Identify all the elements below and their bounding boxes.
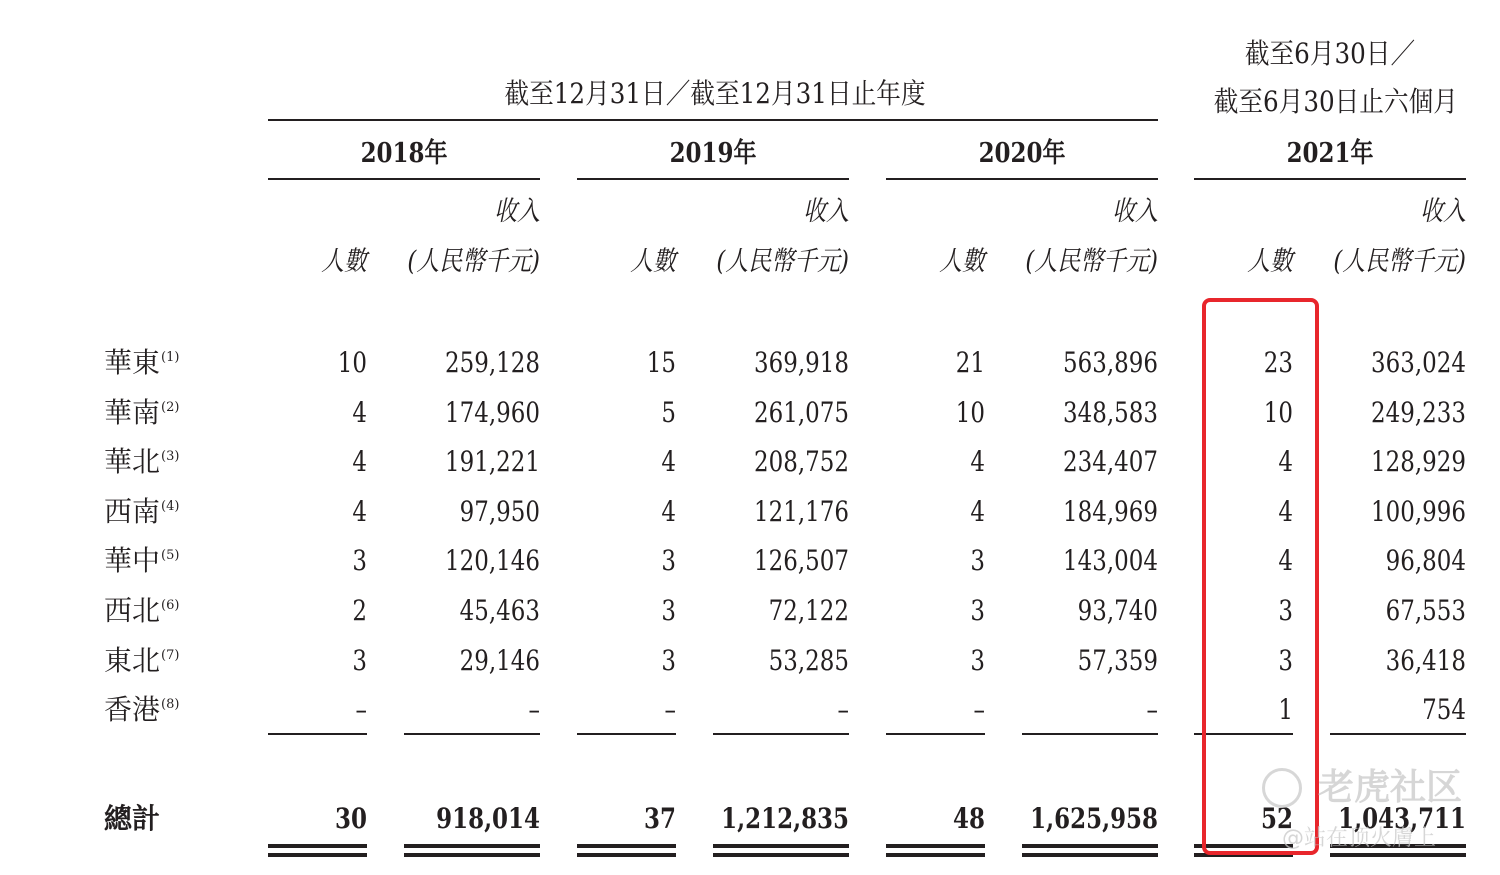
table-cell: 363,024 <box>1371 346 1466 379</box>
period-header-interim-line2: 截至6月30日止六個月 <box>1213 85 1458 118</box>
table-cell: – <box>664 693 676 726</box>
table-cell: 36,418 <box>1385 644 1466 677</box>
table-cell: 208,752 <box>754 445 849 478</box>
table-cell: 29,146 <box>459 644 540 677</box>
year-header-2020: 2020年 <box>978 138 1066 169</box>
table-cell: – <box>973 693 985 726</box>
row-label <box>104 495 180 528</box>
table-cell: – <box>528 693 540 726</box>
region-name: 華東 <box>104 346 161 379</box>
footnote-ref: (4) <box>161 499 180 514</box>
subheader-revenue-unit-2021: (人民幣千元) <box>1333 246 1466 277</box>
region-name: 西南 <box>104 495 161 528</box>
row-label <box>104 346 180 379</box>
region-name: 東北 <box>104 644 161 677</box>
table-cell: 67,553 <box>1385 594 1466 627</box>
table-cell: 249,233 <box>1371 396 1466 429</box>
total-cell: 30 <box>335 802 367 835</box>
row-label <box>104 594 180 627</box>
watermark-brand: 老虎社区 <box>1318 767 1463 808</box>
subheader-revenue-label-2021: 收入 <box>1420 196 1466 227</box>
highlight-box-2021-headcount <box>1202 298 1319 855</box>
total-double-rule-top <box>886 844 985 848</box>
year-rule-2020 <box>886 178 1158 180</box>
table-cell: 23 <box>1263 346 1293 379</box>
table-cell: 3 <box>352 544 367 577</box>
region-name: 華北 <box>104 445 161 478</box>
year-rule-2018 <box>268 178 540 180</box>
period-header-interim-line1: 截至6月30日／ <box>1244 37 1416 70</box>
total-cell: 1,212,835 <box>721 802 849 835</box>
total-double-rule-top <box>577 844 676 848</box>
table-cell: – <box>355 693 367 726</box>
subtotal-rule <box>1330 733 1466 735</box>
subheader-count-2020: 人數 <box>939 246 985 277</box>
table-cell: 15 <box>646 346 676 379</box>
table-cell: 4 <box>1278 544 1293 577</box>
table-cell: 563,896 <box>1063 346 1158 379</box>
total-cell: 48 <box>953 802 985 835</box>
total-double-rule-bottom <box>1330 853 1466 857</box>
table-cell: 369,918 <box>754 346 849 379</box>
total-cell: 52 <box>1261 802 1293 835</box>
table-cell: 4 <box>352 396 367 429</box>
watermark-handle: @站在顶火膚上 <box>1282 826 1437 851</box>
footnote-ref: (1) <box>161 350 180 365</box>
table-cell: 120,146 <box>445 544 540 577</box>
row-label <box>104 445 180 478</box>
total-double-rule-bottom <box>713 853 849 857</box>
table-cell: 754 <box>1422 693 1466 726</box>
table-cell: 191,221 <box>445 445 540 478</box>
table-cell: 5 <box>661 396 676 429</box>
footnote-ref: (7) <box>161 648 180 663</box>
table-cell: 174,960 <box>445 396 540 429</box>
subheader-count-2021: 人數 <box>1247 246 1293 277</box>
footnote-ref: (2) <box>161 400 180 415</box>
table-cell: 234,407 <box>1063 445 1158 478</box>
total-cell: 37 <box>644 802 676 835</box>
total-double-rule-bottom <box>886 853 985 857</box>
total-double-rule-bottom <box>404 853 540 857</box>
total-double-rule-top <box>404 844 540 848</box>
table-cell: 10 <box>1263 396 1293 429</box>
total-label: 總計 <box>104 802 161 835</box>
year-rule-2021 <box>1194 178 1466 180</box>
table-cell: 93,740 <box>1077 594 1158 627</box>
table-cell: 261,075 <box>754 396 849 429</box>
total-double-rule-top <box>1022 844 1158 848</box>
subtotal-rule <box>268 733 367 735</box>
subheader-revenue-unit-2018: (人民幣千元) <box>407 246 540 277</box>
subheader-revenue-unit-2020: (人民幣千元) <box>1025 246 1158 277</box>
table-cell: 4 <box>1278 445 1293 478</box>
subheader-count-2018: 人數 <box>321 246 367 277</box>
region-name: 華中 <box>104 544 161 577</box>
subheader-revenue-unit-2019: (人民幣千元) <box>716 246 849 277</box>
region-name: 華南 <box>104 396 161 429</box>
row-label <box>104 693 180 726</box>
table-cell: 3 <box>1278 594 1293 627</box>
year-header-2018: 2018年 <box>360 138 448 169</box>
table-cell: – <box>837 693 849 726</box>
table-cell: 121,176 <box>754 495 849 528</box>
table-cell: 96,804 <box>1385 544 1466 577</box>
table-cell: 184,969 <box>1063 495 1158 528</box>
table-cell: 348,583 <box>1063 396 1158 429</box>
table-cell: 3 <box>352 644 367 677</box>
table-cell: 57,359 <box>1077 644 1158 677</box>
period-header-fiscal-years: 截至12月31日／截至12月31日止年度 <box>504 77 926 110</box>
row-label <box>104 396 180 429</box>
subtotal-rule <box>404 733 540 735</box>
total-double-rule-bottom <box>1022 853 1158 857</box>
table-cell: 3 <box>970 594 985 627</box>
year-header-2019: 2019年 <box>669 138 757 169</box>
total-cell: 1,625,958 <box>1030 802 1158 835</box>
footnote-ref: (3) <box>161 449 180 464</box>
table-cell: 100,996 <box>1371 495 1466 528</box>
footnote-ref: (6) <box>161 598 180 613</box>
subheader-count-2019: 人數 <box>630 246 676 277</box>
table-cell: 4 <box>661 445 676 478</box>
subheader-revenue-label-2019: 收入 <box>803 196 849 227</box>
table-cell: 259,128 <box>445 346 540 379</box>
table-cell: 4 <box>1278 495 1293 528</box>
subtotal-rule <box>886 733 985 735</box>
table-cell: 128,929 <box>1371 445 1466 478</box>
subtotal-rule <box>1022 733 1158 735</box>
total-double-rule-top <box>268 844 367 848</box>
subtotal-rule <box>577 733 676 735</box>
watermark-logo-icon <box>1262 768 1302 808</box>
total-double-rule-top <box>713 844 849 848</box>
table-cell: 3 <box>661 644 676 677</box>
table-cell: 97,950 <box>459 495 540 528</box>
year-header-2021: 2021年 <box>1286 138 1374 169</box>
table-cell: 3 <box>661 544 676 577</box>
table-cell: 3 <box>661 594 676 627</box>
table-cell: 53,285 <box>768 644 849 677</box>
table-cell: 4 <box>970 495 985 528</box>
table-cell: 10 <box>955 396 985 429</box>
table-cell: – <box>1146 693 1158 726</box>
table-cell: 143,004 <box>1063 544 1158 577</box>
subtotal-rule <box>713 733 849 735</box>
row-label <box>104 544 180 577</box>
row-label <box>104 644 180 677</box>
total-double-rule-bottom <box>577 853 676 857</box>
year-rule-2019 <box>577 178 849 180</box>
header-rule-fiscal <box>268 119 1158 121</box>
table-cell: 3 <box>1278 644 1293 677</box>
subheader-revenue-label-2018: 收入 <box>494 196 540 227</box>
region-name: 西北 <box>104 594 161 627</box>
table-cell: 2 <box>352 594 367 627</box>
table-cell: 4 <box>661 495 676 528</box>
table-cell: 3 <box>970 644 985 677</box>
subheader-revenue-label-2020: 收入 <box>1112 196 1158 227</box>
total-cell: 918,014 <box>436 802 540 835</box>
region-name: 香港 <box>104 693 161 726</box>
table-cell: 3 <box>970 544 985 577</box>
table-cell: 4 <box>970 445 985 478</box>
table-cell: 21 <box>955 346 985 379</box>
table-cell: 126,507 <box>754 544 849 577</box>
footnote-ref: (8) <box>161 697 180 712</box>
table-cell: 10 <box>337 346 367 379</box>
table-cell: 45,463 <box>459 594 540 627</box>
table-cell: 4 <box>352 495 367 528</box>
table-cell: 4 <box>352 445 367 478</box>
table-cell: 72,122 <box>768 594 849 627</box>
footnote-ref: (5) <box>161 548 180 563</box>
total-cell: 1,043,711 <box>1338 802 1466 835</box>
total-double-rule-bottom <box>268 853 367 857</box>
table-cell: 1 <box>1278 693 1293 726</box>
